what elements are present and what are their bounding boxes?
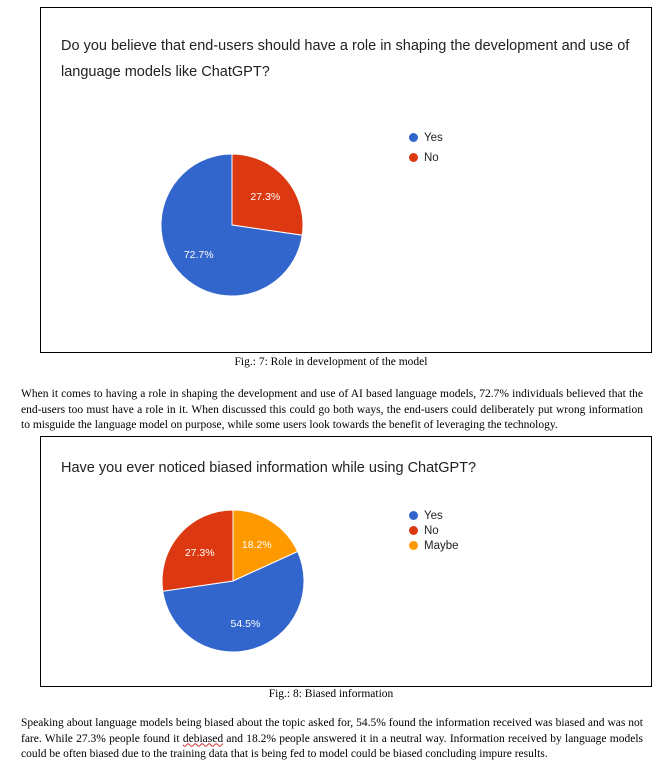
legend-label: No xyxy=(424,151,439,164)
chart-legend xyxy=(409,508,459,553)
figure-caption: Fig.: 8: Biased information xyxy=(268,688,394,700)
pie-label-yes: 72.7% xyxy=(183,248,214,261)
legend-label: Yes xyxy=(424,509,443,522)
pie-label-no: 27.3% xyxy=(250,191,281,204)
paragraph-text: and 18.2% people answered it in a neutral way. Information received by language models could be often biased due to the training data that is being fed to model could be biased concluding impure results. xyxy=(21,732,643,760)
pie-label-maybe: 18.2% xyxy=(241,538,272,551)
legend-label: No xyxy=(424,524,439,537)
pie-chart-bias xyxy=(41,437,653,688)
legend-dot-icon xyxy=(409,526,418,535)
legend-item-no xyxy=(409,523,459,538)
figure-8-chart xyxy=(40,436,652,687)
legend-dot-icon xyxy=(409,133,418,142)
chart-legend xyxy=(409,130,443,170)
pie-label-yes: 54.5% xyxy=(230,618,261,631)
figure-7-chart xyxy=(40,7,652,353)
legend-dot-icon xyxy=(409,511,418,520)
body-paragraph: When it comes to having a role in shaping the development and use of AI based language models, 72.7% individuals believed that the end-users too must have a role in it. When discussed this could go both ways, the end-users could deliberately put wrong information to misguide the language model on purpose, while some users look towards the benefit of leveraging the technology. xyxy=(21,388,643,431)
legend-label: Maybe xyxy=(424,539,459,552)
spellcheck-flagged-word: debiased xyxy=(182,732,224,745)
legend-item-yes xyxy=(409,508,459,523)
pie-chart-role xyxy=(41,8,653,354)
paragraph-text: Speaking about language models being biased about the topic asked for, 54.5% found the information received was biased and was not fare. While 27.3% people found it xyxy=(21,717,643,745)
legend-item-maybe xyxy=(409,538,459,553)
chart-title: Have you ever noticed biased information while using ChatGPT? xyxy=(61,460,477,476)
legend-item-no xyxy=(409,150,443,165)
body-paragraph xyxy=(21,716,643,763)
legend-item-yes xyxy=(409,130,443,145)
legend-dot-icon xyxy=(409,541,418,550)
chart-title: Do you believe that end-users should have a role in shaping the development and use of language models like ChatGPT? xyxy=(61,38,630,80)
figure-caption: Fig.: 7: Role in development of the model xyxy=(234,356,428,368)
pie-label-no: 27.3% xyxy=(184,547,215,560)
legend-label: Yes xyxy=(424,131,443,144)
legend-dot-icon xyxy=(409,153,418,162)
